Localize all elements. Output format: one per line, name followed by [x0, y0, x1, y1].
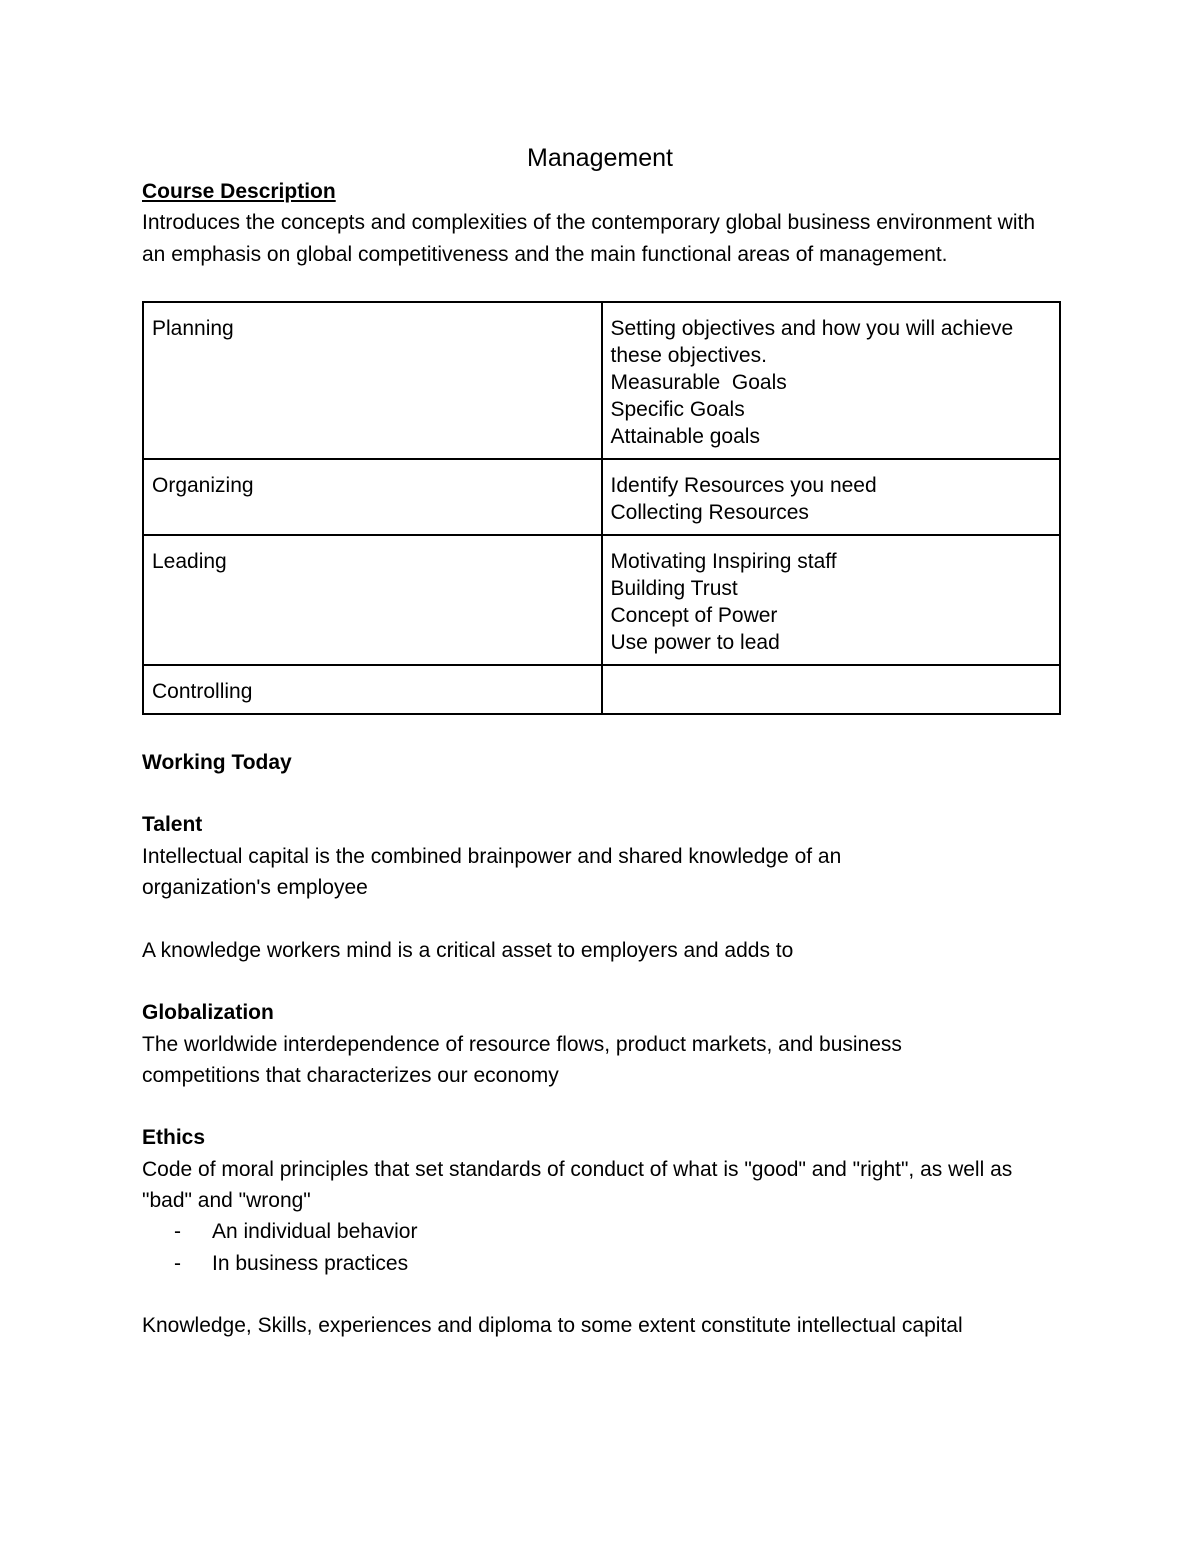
table-row — [143, 459, 1060, 535]
detail-line: Motivating Inspiring staff — [610, 549, 837, 573]
talent-text-2: A knowledge workers mind is a critical asset to employers and adds to — [142, 938, 794, 962]
detail-line: Attainable goals — [610, 424, 760, 448]
ethics-heading: Ethics — [142, 1126, 206, 1150]
document-body — [142, 176, 1062, 1342]
page-title: Management — [527, 144, 673, 172]
ethics-bullet-list — [142, 1216, 1062, 1279]
detail-line: Collecting Resources — [610, 500, 809, 524]
detail-line: Use power to lead — [610, 630, 780, 654]
table-row — [143, 535, 1060, 665]
dash-bullet: - — [174, 1251, 181, 1275]
detail-line: Specific Goals — [610, 397, 745, 421]
detail-line: Measurable Goals — [610, 370, 787, 394]
talent-heading: Talent — [142, 813, 203, 837]
details-cell — [602, 665, 1061, 714]
detail-line: Setting objectives and how you will achieve these objectives. — [610, 316, 1014, 367]
list-item — [174, 1248, 1062, 1279]
detail-line: Identify Resources you need — [610, 473, 877, 497]
table-row — [143, 302, 1060, 459]
list-item-text: An individual behavior — [212, 1220, 418, 1244]
dash-bullet: - — [174, 1220, 181, 1244]
function-cell: Planning — [143, 302, 602, 459]
management-functions-table — [142, 301, 1061, 715]
function-cell: Organizing — [143, 459, 602, 535]
course-description-heading: Course Description — [142, 180, 336, 203]
ethics-text: Code of moral principles that set standards of conduct of what is "good" and "right", as well as "bad" and "wrong" — [142, 1157, 1013, 1213]
globalization-heading: Globalization — [142, 1001, 274, 1025]
globalization-text: The worldwide interdependence of resource flows, product markets, and business competitions that characterizes our economy — [142, 1032, 902, 1087]
details-cell — [602, 302, 1061, 459]
details-cell — [602, 459, 1061, 535]
closing-text: Knowledge, Skills, experiences and diploma to some extent constitute intellectual capital — [142, 1314, 963, 1338]
list-item — [174, 1216, 1062, 1247]
list-item-text: In business practices — [212, 1251, 409, 1275]
detail-line: Concept of Power — [610, 603, 778, 627]
function-cell: Leading — [143, 535, 602, 665]
function-cell: Controlling — [143, 665, 602, 714]
detail-line: Building Trust — [610, 576, 738, 600]
course-description-text: Introduces the concepts and complexities of the contemporary global business environment with an emphasis on global competitiveness and the main functional areas of management. — [142, 211, 1035, 266]
working-today-heading: Working Today — [142, 750, 292, 774]
talent-text: Intellectual capital is the combined brainpower and shared knowledge of an organization's employee — [142, 844, 842, 900]
table-row — [143, 665, 1060, 714]
details-cell — [602, 535, 1061, 665]
